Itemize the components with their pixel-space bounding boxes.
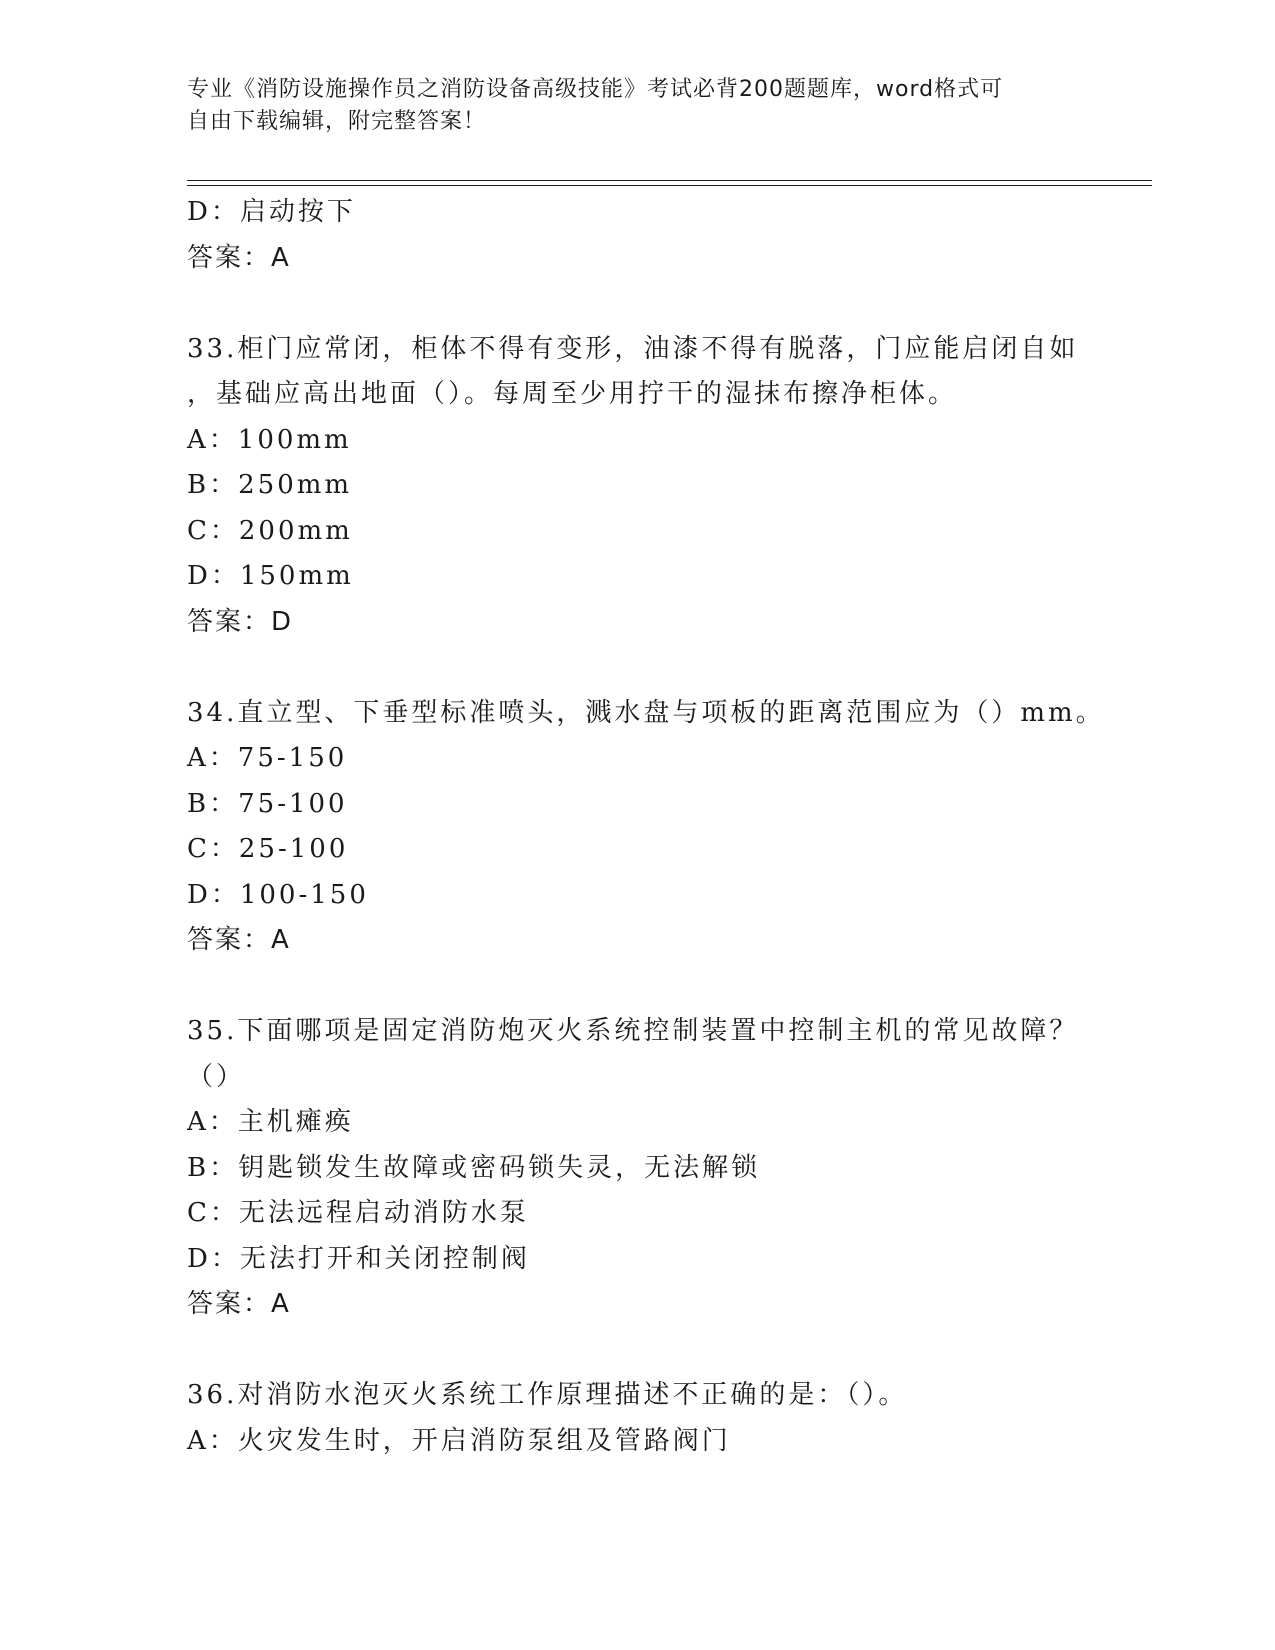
option-c: C：无法远程启动消防水泵 — [187, 1198, 529, 1228]
option-b: B：250mm — [187, 470, 353, 500]
question-33 — [187, 327, 1147, 646]
option-d: D：100-150 — [187, 879, 369, 910]
question-list — [187, 190, 1147, 1464]
prev-option-d: D：启动按下 — [187, 197, 356, 227]
question-35 — [187, 1009, 1147, 1328]
option-d: D：150mm — [187, 561, 354, 591]
answer: 答案：A — [187, 1289, 291, 1319]
question-stem: 35.下面哪项是固定消防炮灭火系统控制装置中控制主机的常见故障？ — [187, 1016, 1079, 1046]
question-34 — [187, 691, 1147, 964]
option-c: C：25-100 — [187, 834, 349, 864]
question-stem: 34.直立型、下垂型标准喷头，溅水盘与项板的距离范围应为（）mm。 — [187, 697, 1105, 728]
answer: 答案：D — [187, 606, 294, 637]
question-stem-cont: ，基础应高出地面（）。每周至少用拧干的湿抹布擦净柜体。 — [187, 379, 958, 409]
prev-answer: 答案：A — [187, 242, 291, 273]
option-a: A：主机瘫痪 — [187, 1107, 354, 1137]
question-stem: 33.柜门应常闭，柜体不得有变形，油漆不得有脱落，门应能启闭自如 — [187, 333, 1079, 364]
header-divider-bottom — [187, 185, 1152, 186]
option-b: B：钥匙锁发生故障或密码锁失灵，无法解锁 — [187, 1152, 761, 1183]
header-divider-top — [187, 180, 1152, 181]
document-header — [187, 74, 1087, 138]
question-stem-cont: （） — [187, 1061, 246, 1092]
answer: 答案：A — [187, 925, 291, 955]
question-36 — [187, 1373, 1147, 1464]
option-b: B：75-100 — [187, 788, 348, 819]
option-c: C：200mm — [187, 515, 353, 546]
question-stem: 36.对消防水泡灭火系统工作原理描述不正确的是：（）。 — [187, 1380, 908, 1410]
header-line-2: 自由下载编辑，附完整答案！ — [187, 109, 487, 134]
option-a: A：75-150 — [187, 743, 348, 773]
option-d: D：无法打开和关闭控制阀 — [187, 1243, 530, 1274]
option-a: A：火灾发生时，开启消防泵组及管路阀门 — [187, 1425, 731, 1456]
header-line-1: 专业《消防设施操作员之消防设备高级技能》考试必背200题题库，word格式可 — [187, 77, 1004, 102]
option-a: A：100mm — [187, 424, 352, 455]
